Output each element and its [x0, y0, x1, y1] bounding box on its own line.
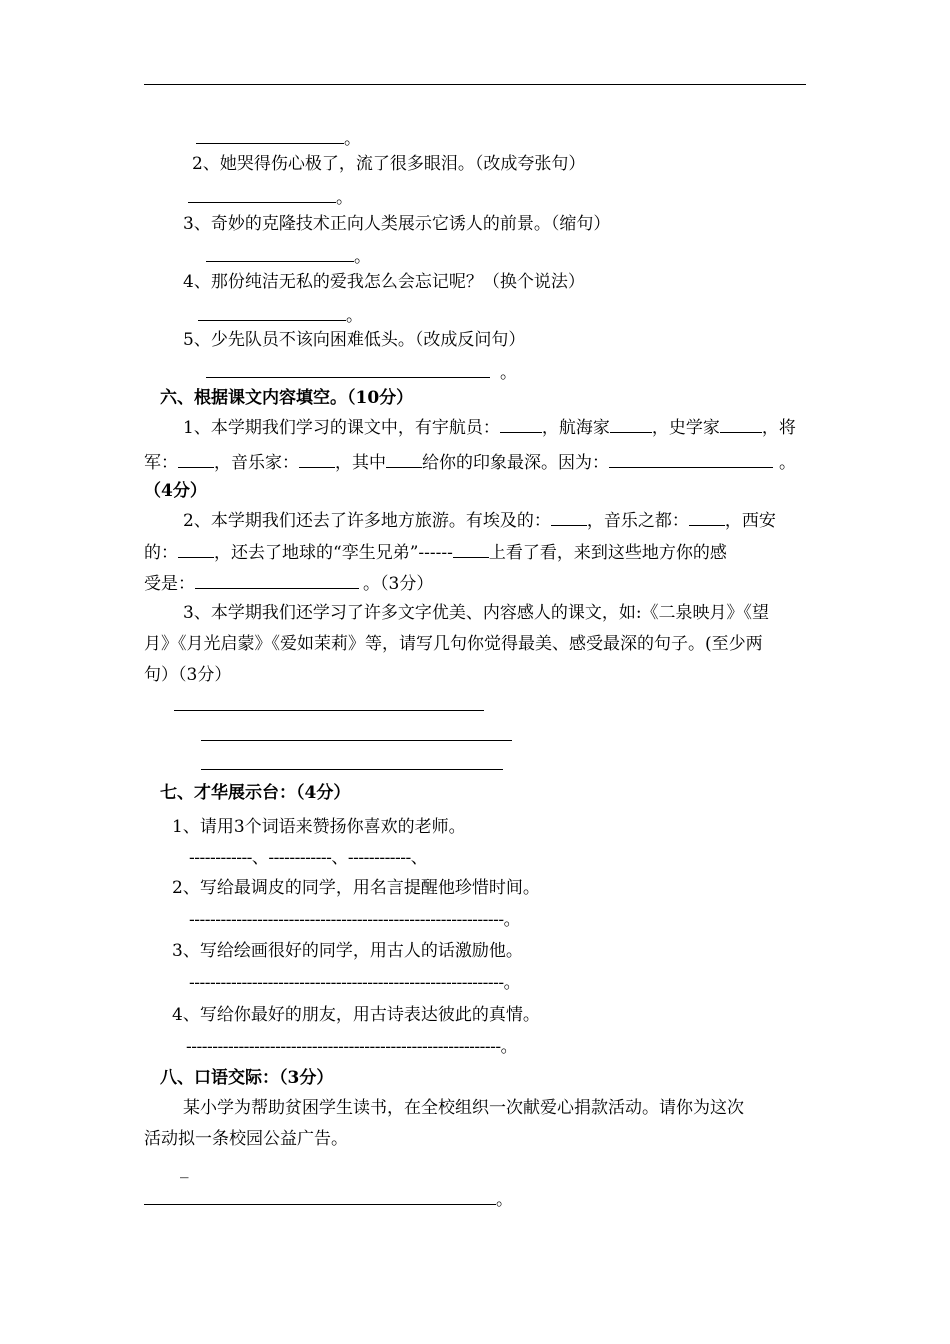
answer-rule[interactable]	[174, 710, 484, 711]
question-6-3-line2: 月》《月光启蒙》《爱如茉莉》等，请写几句你觉得最美、感受最深的句子。(至少两	[144, 634, 763, 654]
answer-7-3[interactable]: ------------------------------------------------------------。	[189, 973, 521, 993]
blank-musician[interactable]	[299, 450, 335, 468]
answer-7-1[interactable]: ------------、------------、------------、	[189, 848, 428, 868]
answer-rule[interactable]	[201, 769, 503, 770]
blank-navigator[interactable]	[610, 415, 652, 433]
question-6-2-line1: 2、本学期我们还去了许多地方旅游。有埃及的： ，音乐之都： ，西安	[183, 508, 776, 533]
underscore-mark: _	[180, 1159, 189, 1179]
blank-line[interactable]	[198, 303, 346, 321]
question-5-4: 4、那份纯洁无私的爱我怎么会忘记呢？（换个说法）	[183, 272, 585, 292]
blank-general[interactable]	[178, 450, 214, 468]
blank-historian[interactable]	[720, 415, 762, 433]
question-7-2: 2、写给最调皮的同学，用名言提醒他珍惜时间。	[172, 878, 540, 898]
question-6-2-line3: 受是： 。（3分）	[144, 571, 433, 596]
question-7-3: 3、写给绘画很好的同学，用古人的话激励他。	[172, 941, 523, 961]
blank-reason[interactable]	[609, 450, 773, 468]
answer-line-3: 。	[206, 244, 371, 269]
blank-line[interactable]	[206, 244, 354, 262]
blank-feeling[interactable]	[195, 571, 359, 589]
question-6-2-line2: 的： ，还去了地球的“孪生兄弟”------ 上看了看，来到这些地方你的感	[144, 540, 727, 565]
blank-music-capital[interactable]	[689, 508, 725, 526]
section-8-body-2: 活动拟一条校园公益广告。	[144, 1129, 348, 1149]
answer-line-1: 。	[196, 126, 361, 151]
blank-favorite[interactable]	[386, 450, 422, 468]
answer-line-2: 。	[188, 185, 353, 210]
question-7-1: 1、请用3个词语来赞扬你喜欢的老师。	[172, 817, 466, 837]
question-5-5: 5、少先队员不该向困难低头。（改成反问句）	[183, 330, 526, 350]
blank-egypt[interactable]	[551, 508, 587, 526]
question-7-4: 4、写给你最好的朋友，用古诗表达彼此的真情。	[172, 1005, 540, 1025]
blank-twin-planet[interactable]	[453, 540, 489, 558]
answer-8: 。	[144, 1187, 513, 1212]
question-5-3: 3、奇妙的克隆技术正向人类展示它诱人的前景。（缩句）	[183, 214, 611, 234]
question-5-2: 2、她哭得伤心极了，流了很多眼泪。（改成夸张句）	[192, 154, 586, 174]
blank-xian[interactable]	[178, 540, 214, 558]
question-6-1-line1: 1、本学期我们学习的课文中，有宇航员： ，航海家 ，史学家 ，将	[183, 415, 796, 440]
question-6-1-line2: 军： ，音乐家： ，其中 给你的印象最深。因为： 。	[144, 450, 796, 475]
blank-line[interactable]	[196, 126, 344, 144]
section-8-body-1: 某小学为帮助贫困学生读书，在全校组织一次献爱心捐款活动。请你为这次	[183, 1098, 744, 1118]
blank-astronaut[interactable]	[500, 415, 542, 433]
question-6-3-line3: 句）（3分）	[144, 665, 232, 685]
answer-7-4[interactable]: ------------------------------------------------------------。	[186, 1037, 518, 1057]
answer-line-4: 。	[198, 303, 363, 328]
header-rule	[144, 84, 806, 85]
blank-line[interactable]	[144, 1187, 496, 1205]
answer-7-2[interactable]: ------------------------------------------------------------。	[189, 910, 521, 930]
section-6-title: 六、根据课文内容填空。（10分）	[160, 388, 414, 408]
section-7-title: 七、才华展示台：（4分）	[160, 783, 351, 803]
question-6-3-line1: 3、本学期我们还学习了许多文字优美、内容感人的课文，如:《二泉映月》《望	[183, 603, 770, 623]
score-6-1: （4分）	[144, 481, 207, 501]
blank-line[interactable]	[206, 360, 490, 378]
answer-line-5: 。	[206, 360, 517, 385]
answer-rule[interactable]	[201, 740, 512, 741]
blank-line[interactable]	[188, 185, 336, 203]
section-8-title: 八、口语交际：（3分）	[160, 1068, 334, 1088]
